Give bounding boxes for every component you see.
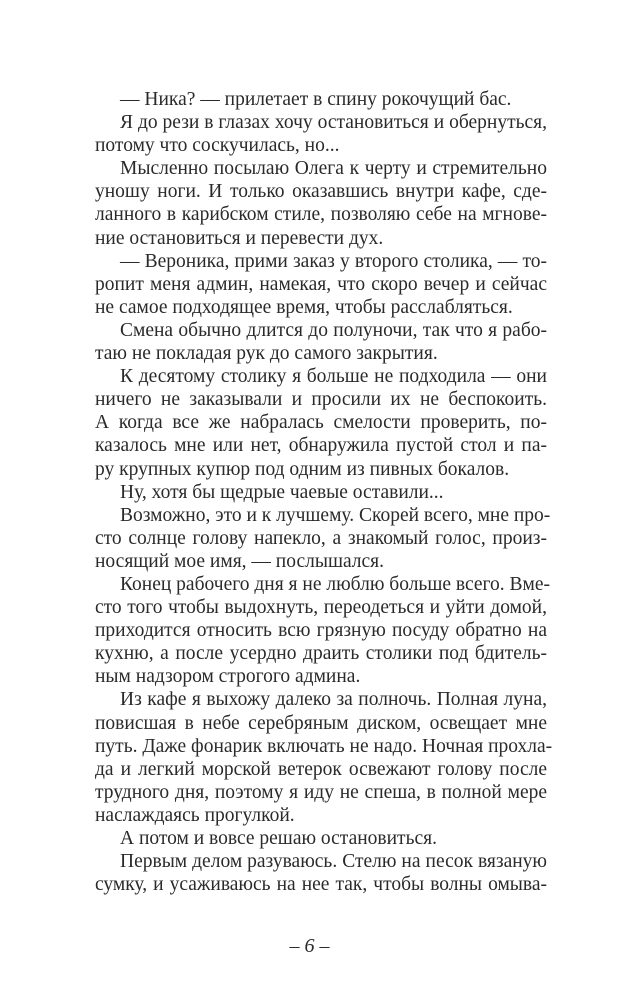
page-number: – 6 – [289, 935, 330, 957]
text-line: наслаждаясь прогулкой. [95, 804, 295, 826]
paragraph [95, 365, 547, 480]
text-line: повисшая в небе серебряным диском, освещает мне [95, 712, 547, 734]
text-line: Первым делом разуваюсь. Стелю на песок вязаную [120, 851, 547, 873]
text-line: Мысленно посылаю Олега к черту и стремительно [120, 158, 547, 180]
text-line: сто солнце голову напекло, а знакомый голос, произ- [95, 527, 547, 549]
text-line: путь. Даже фонарик включать не надо. Ночная прохла- [95, 735, 553, 757]
text-line: Возможно, это и к лучшему. Скорей всего, мне про- [120, 504, 551, 526]
text-line: сто того чтобы выдохнуть, переодеться и уйти домой, [95, 597, 547, 619]
text-line: Ну, хотя бы щедрые чаевые оставили... [120, 481, 444, 503]
text-line: Из кафе я выхожу далеко за полночь. Полная луна, [120, 689, 547, 711]
text-line: ничего не заказывали и просили их не беспокоить. [95, 389, 547, 411]
text-line: сумку, и усаживаюсь на нее так, чтобы волны омыва- [95, 874, 547, 896]
text-line: Я до рези в глазах хочу остановиться и обернуться, [120, 112, 547, 134]
text-line: Смена обычно длится до полуночи, так что я рабо- [120, 319, 547, 341]
paragraph [95, 88, 547, 111]
paragraph [95, 157, 547, 249]
paragraph [95, 481, 547, 504]
paragraph [95, 850, 547, 896]
text-line: Конец рабочего дня я не люблю больше всего. Вме- [120, 573, 551, 595]
text-line: К десятому столику я больше не подходила — они [120, 366, 547, 388]
text-line: — Вероника, прими заказ у второго столика, — то- [120, 250, 547, 272]
text-line: ланного в карибском стиле, позволяю себе на мгнове- [95, 204, 547, 226]
text-line: трудного дня, поэтому я иду не спеша, в полной мере [95, 781, 547, 803]
text-line: ние остановиться и перевести дух. [95, 227, 384, 249]
text-line: потому что соскучилась, но... [95, 135, 340, 157]
paragraph [95, 573, 551, 688]
text-line: ропит меня админ, намекая, что скоро вечер и сейчас [95, 273, 547, 295]
text-line: А когда все же набралась смелости проверить, по- [95, 412, 547, 434]
text-line: казалось мне или нет, обнаружила пустой стол и па- [95, 435, 547, 457]
text-line: уношу ноги. И только оказавшись внутри кафе, сде- [95, 181, 547, 203]
paragraph [95, 111, 547, 157]
text-line: ру крупных купюр под одним из пивных бокалов. [95, 458, 510, 480]
paragraph [95, 504, 551, 573]
text-line: да и легкий морской ветерок освежают голову после [95, 758, 547, 780]
paragraph [95, 688, 553, 827]
text-line: — Ника? — прилетает в спину рокочущий бас. [120, 89, 512, 110]
text-line: кухню, а после усердно драить столики под бдитель- [95, 643, 547, 665]
book-page-text [95, 88, 553, 896]
text-line: носящий мое имя, — послышался. [95, 550, 385, 572]
text-line: таю не покладая рук до самого закрытия. [95, 343, 438, 365]
text-line: ным надзором строгого админа. [95, 666, 361, 688]
text-line: А потом и вовсе решаю остановиться. [120, 828, 437, 849]
paragraph [95, 319, 547, 365]
text-line: приходится относить всю грязную посуду обратно на [95, 620, 547, 642]
paragraph [95, 250, 547, 319]
paragraph [95, 827, 547, 850]
text-line: не самое подходящее время, чтобы расслабляться. [95, 296, 513, 318]
